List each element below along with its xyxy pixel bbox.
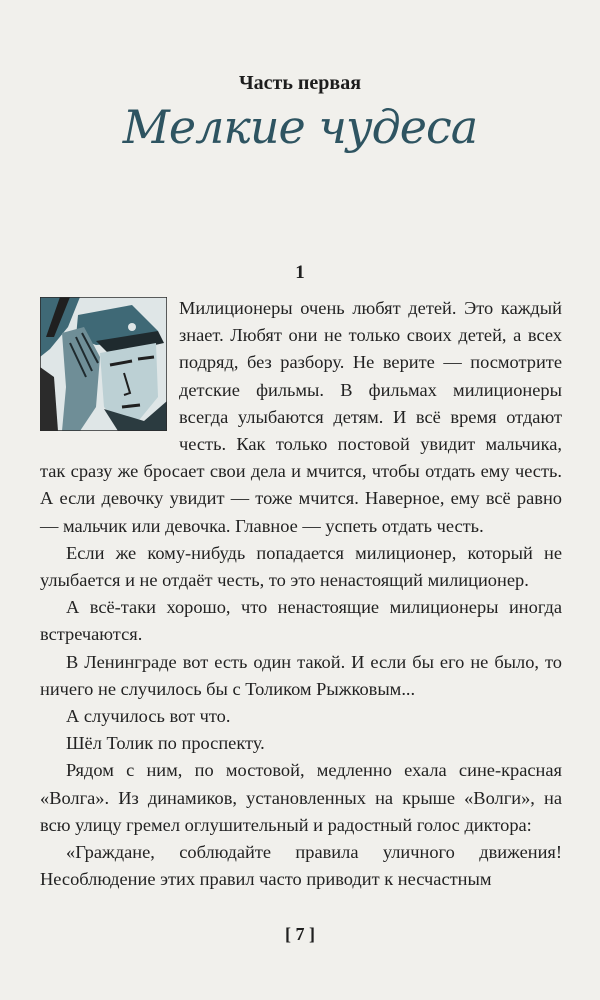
paragraph: В Ленинграде вот есть один такой. И если бы его не было, то ничего не случилось бы с Толиком Рыжковым... (40, 651, 562, 699)
paragraph: А случилось вот что. (66, 706, 231, 727)
page-number: [ 7 ] (285, 924, 315, 944)
chapter-title: Мелкие чудеса (122, 100, 478, 154)
illustration-spacer (40, 295, 179, 433)
part-label: Часть первая (238, 72, 362, 94)
paragraph: Рядом с ним, по мостовой, медленно ехала сине-красная «Волга». Из динамиков, установленных на крыше «Волги», на всю улицу гремел оглушительный и радостный голос диктора: (40, 760, 562, 835)
paragraph: Если же кому-нибудь попадается милиционер, который не улыбается и не отдаёт честь, то это ненастоящий милиционер. (40, 542, 562, 591)
paragraph: Милиционеры очень любят детей. Это каждый знает. Любят они не только своих детей, а всех подряд, без разбору. Не верите — посмотрите детские фильмы. В фильмах милиционеры всегда улыбаются детям. И всё время отдают честь. Как только постовой увидит мальчика, так сразу же бросает свои дела и мчится, чтобы отдать ему честь. А если девочку увидит — тоже мчится. Наверное, ему всё равно — мальчик или девочка. Главное — успеть отдать честь. (40, 298, 562, 536)
paragraph: Шёл Толик по проспекту. (66, 733, 265, 754)
chapter-body (40, 295, 562, 893)
paragraph: А всё-таки хорошо, что ненастоящие милиционеры иногда встречаются. (40, 597, 562, 645)
paragraph: «Граждане, соблюдайте правила уличного движения! Несоблюдение этих правил часто приводит к несчастным (40, 842, 562, 890)
chapter-number: 1 (295, 262, 305, 283)
